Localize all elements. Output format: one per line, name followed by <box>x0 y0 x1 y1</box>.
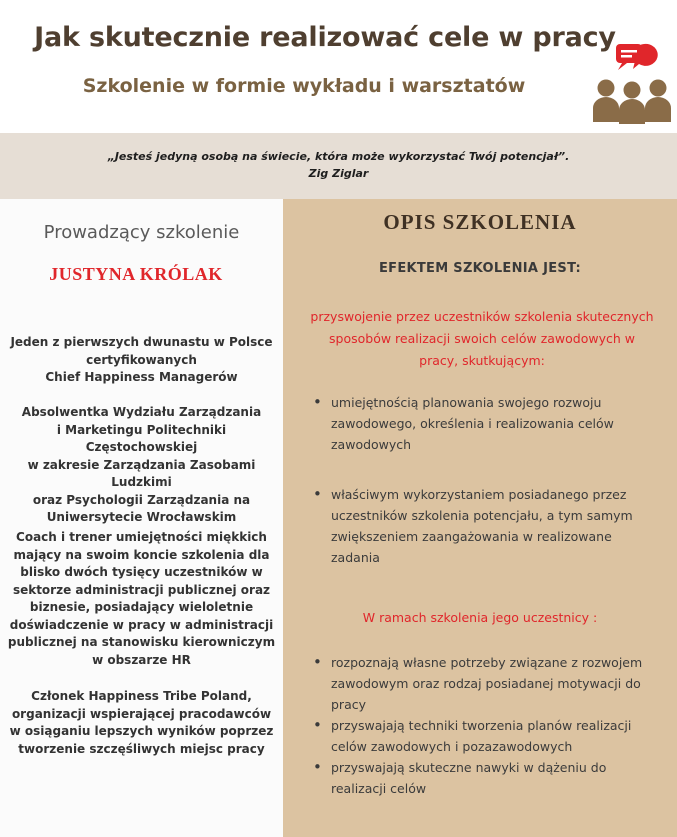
trainer-bio-membership <box>0 688 283 758</box>
intro-line: sposobów realizacji swoich celów zawodowych w <box>329 331 635 346</box>
participants-list <box>313 652 653 799</box>
bio-line: sektorze administracji publicznej oraz <box>12 582 271 597</box>
item-line: • przyswajają techniki tworzenia planów realizacji <box>331 718 632 733</box>
item-line: zadania <box>331 550 380 565</box>
quote-author: Zig Ziglar <box>308 167 369 180</box>
bio-line: Coach i trener umiejętności miękkich <box>16 530 267 544</box>
item-line: pracy <box>331 697 367 712</box>
effects-list-item <box>313 484 653 568</box>
bio-line: tworzenie szczęśliwych miejsc pracy <box>18 741 265 756</box>
bio-line: oraz Psychologii Zarządzania na <box>32 492 251 507</box>
bio-line: doświadczenie w pracy w administracji <box>9 617 274 632</box>
item-line: zwiększeniem zaangażowania w realizowane <box>331 529 612 544</box>
trainer-name: JUSTYNA KRÓLAK <box>49 264 223 284</box>
bio-line: Absolwentka Wydziału Zarządzania <box>21 405 262 419</box>
trainer-label: Prowadzący szkolenie <box>43 222 240 243</box>
bio-line: w obszarze HR <box>92 652 191 667</box>
effects-list-item <box>313 392 653 455</box>
quote-band <box>0 133 677 199</box>
bio-line: organizacji wspierającej pracodawców <box>11 706 272 721</box>
intro-line: przyswojenie przez uczestników szkolenia skutecznych <box>310 309 654 324</box>
bio-line: Jeden z pierwszych dwunastu w Polsce <box>10 335 273 349</box>
bio-line: mający na swoim koncie szkolenia dla <box>13 547 270 562</box>
participants-title: W ramach szkolenia jego uczestnicy : <box>362 610 598 625</box>
people-meeting-icon <box>592 40 672 126</box>
trainer-bio-experience <box>0 529 283 669</box>
item-line: • właściwym wykorzystaniem posiadanego przez <box>331 487 627 502</box>
item-line: • rozpoznają własne potrzeby związane z rozwojem <box>331 655 643 670</box>
bio-line: blisko dwóch tysięcy uczestników w <box>20 565 263 579</box>
bio-line: Uniwersytecie Wrocławskim <box>46 510 237 524</box>
bio-line: w osiąganiu lepszych wyników poprzez <box>9 724 274 738</box>
bio-line: Członek Happiness Tribe Poland, <box>31 689 252 703</box>
participants-list-item <box>313 757 653 799</box>
bio-line: w zakresie Zarządzania Zasobami Ludzkimi <box>27 457 256 489</box>
trainer-bio-education <box>0 404 283 527</box>
bio-line: i Marketingu Politechniki Częstochowskiej <box>56 422 227 454</box>
item-line: celów zawodowych i pozazawodowych <box>331 739 573 754</box>
item-line: zawodowego, określenia i realizowania celów <box>331 416 614 431</box>
bio-line: Chief Happiness Managerów <box>45 370 238 384</box>
page-title: Jak skutecznie realizować cele w pracy <box>34 22 616 53</box>
description-title: OPIS SZKOLENIA <box>383 210 577 234</box>
quote-text: „Jesteś jedyną osobą na świecie, która może wykorzystać Twój potencjał”. <box>107 150 570 163</box>
page-subtitle: Szkolenie w formie wykładu i warsztatów <box>82 75 526 97</box>
effect-title: EFEKTEM SZKOLENIA JEST: <box>378 261 582 276</box>
intro-line: pracy, skutkującym: <box>419 353 545 368</box>
effect-intro <box>300 306 664 372</box>
effects-list <box>313 392 653 568</box>
item-line: uczestników szkolenia potencjału, a tym samym <box>331 508 633 523</box>
item-line: zawodowych <box>331 437 412 452</box>
participants-list-item <box>313 652 653 715</box>
trainer-bio-certification <box>0 334 283 387</box>
item-line: realizacji celów <box>331 781 427 796</box>
item-line: • umiejętnością planowania swojego rozwoju <box>331 395 602 410</box>
participants-list-item <box>313 715 653 757</box>
bio-line: certyfikowanych <box>86 352 197 367</box>
bio-line: biznesie, posiadający wieloletnie <box>29 600 254 614</box>
header <box>0 0 677 133</box>
item-line: zawodowym oraz rodzaj posiadanej motywacji do <box>331 676 641 691</box>
bio-line: publicznej na stanowisku kierowniczym <box>7 635 276 649</box>
item-line: • przyswajają skuteczne nawyki w dążeniu do <box>331 760 607 775</box>
